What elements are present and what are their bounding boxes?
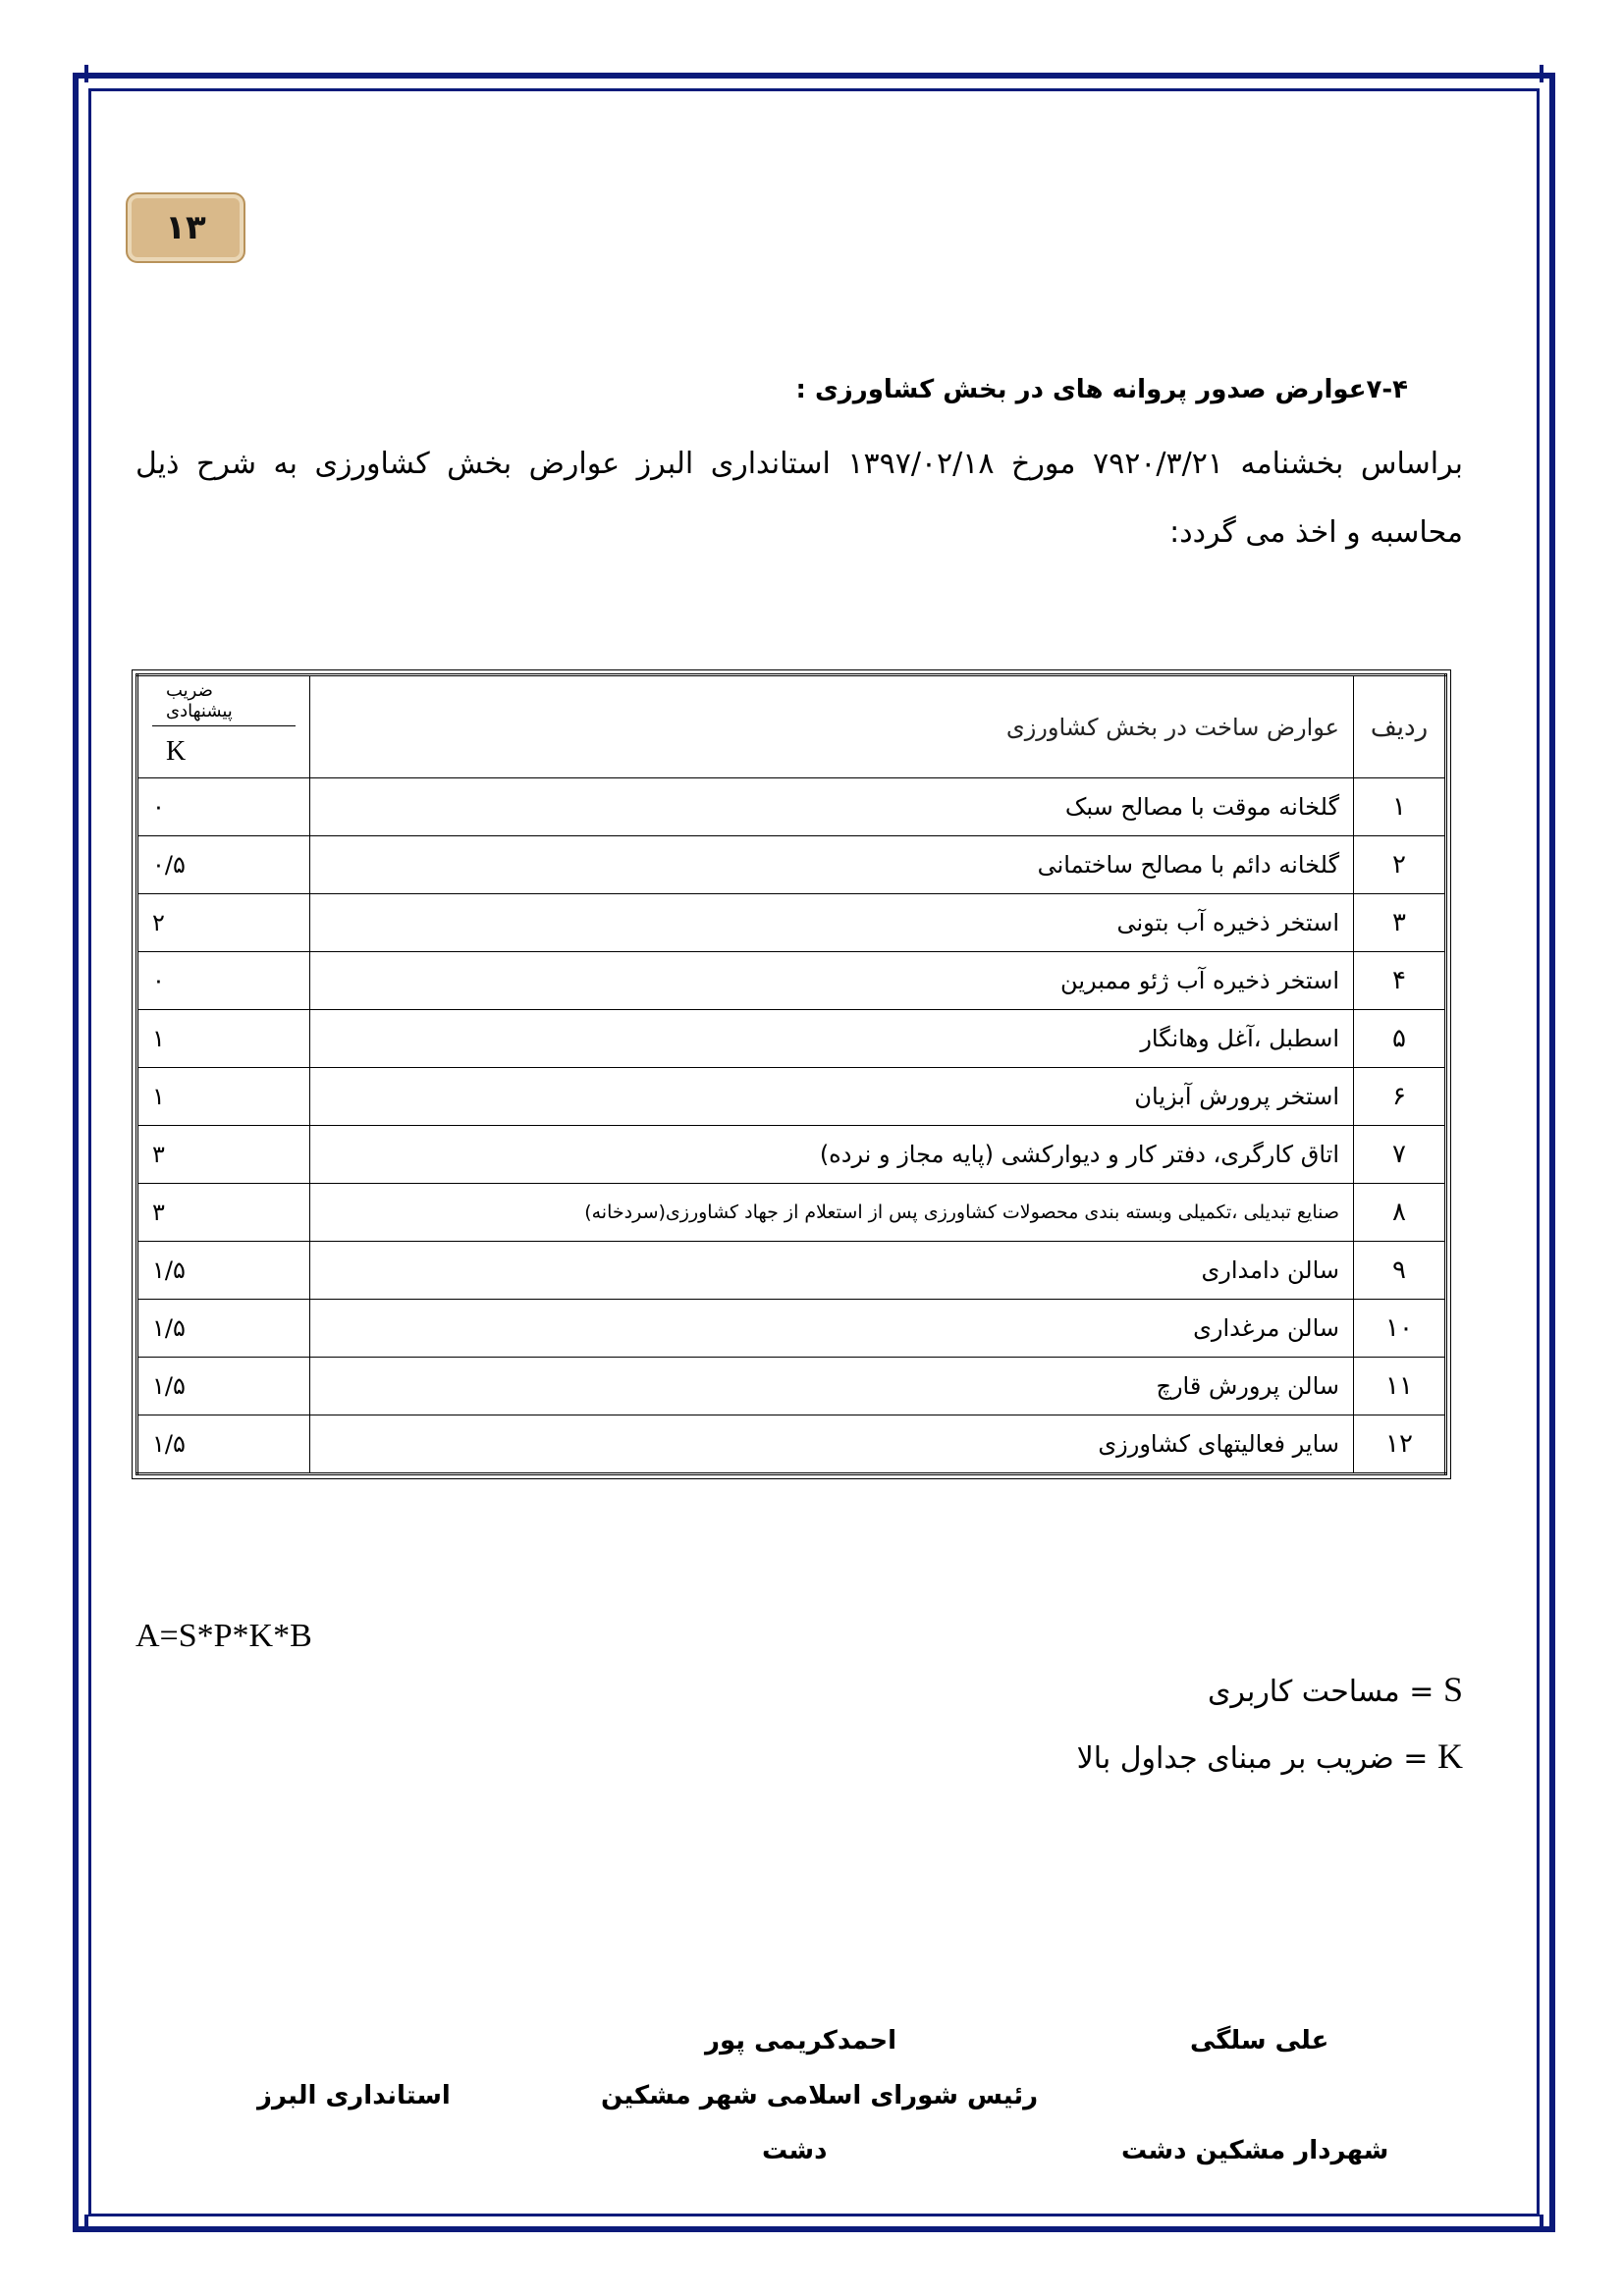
page-number-badge xyxy=(126,192,245,263)
table-row xyxy=(137,952,1446,1010)
coefficient-cell: ۱ xyxy=(137,1068,310,1126)
item-cell: اسطبل ،آغل وهانگار xyxy=(310,1010,1354,1068)
table-row xyxy=(137,1184,1446,1242)
row-number-cell: ۸ xyxy=(1354,1184,1446,1242)
item-cell: استخر پرورش آبزیان xyxy=(310,1068,1354,1126)
legend-s-text: = مساحت کاربری xyxy=(1207,1675,1435,1709)
coefficient-cell: ۳ xyxy=(137,1184,310,1242)
coefficient-cell: ۱/۵ xyxy=(137,1300,310,1358)
coefficient-cell: ۱/۵ xyxy=(137,1242,310,1300)
row-number-cell: ۱ xyxy=(1354,778,1446,836)
legend-s-symbol: S xyxy=(1442,1670,1463,1709)
table-row xyxy=(137,1300,1446,1358)
formula: A=S*P*K*B xyxy=(135,1618,312,1654)
page-number: ۱۳ xyxy=(165,208,206,247)
coefficient-cell: ۰/۵ xyxy=(137,836,310,894)
legend-s xyxy=(1208,1669,1463,1710)
table-body xyxy=(137,778,1446,1474)
border-corner-mark xyxy=(84,65,88,82)
header-row-number: ردیف xyxy=(1354,675,1446,778)
item-cell: اتاق کارگری، دفتر کار و دیوارکشی (پایه مجاز و نرده) xyxy=(310,1126,1354,1184)
coefficient-cell: ۱/۵ xyxy=(137,1415,310,1474)
coefficient-cell: ۱ xyxy=(137,1010,310,1068)
border-corner-mark xyxy=(1540,2215,1543,2232)
row-number-cell: ۷ xyxy=(1354,1126,1446,1184)
row-number-cell: ۶ xyxy=(1354,1068,1446,1126)
table-row xyxy=(137,1068,1446,1126)
legend-k-symbol: K xyxy=(1437,1736,1463,1776)
border-corner-mark xyxy=(1540,65,1543,82)
item-cell: سالن مرغداری xyxy=(310,1300,1354,1358)
coefficient-cell: ۳ xyxy=(137,1126,310,1184)
item-cell: استخر ذخیره آب بتونی xyxy=(310,894,1354,952)
row-number-cell: ۱۰ xyxy=(1354,1300,1446,1358)
header-coefficient-label: ضریب پیشنهادی xyxy=(152,676,296,726)
signature-council-name: احمدکریمی پور xyxy=(705,2026,896,2056)
table-row xyxy=(137,1358,1446,1415)
signature-council-title: رئیس شورای اسلامی شهر مشکین xyxy=(601,2081,1039,2110)
row-number-cell: ۱۲ xyxy=(1354,1415,1446,1474)
intro-paragraph: براساس بخشنامه ۷۹۲۰/۳/۲۱ مورخ ۱۳۹۷/۰۲/۱۸ استانداری البرز عوارض بخش کشاورزی به شرح ذیل محاسبه و اخذ می گردد: xyxy=(135,447,1463,550)
table-row xyxy=(137,1126,1446,1184)
agricultural-fees-table xyxy=(135,673,1447,1475)
header-item: عوارض ساخت در بخش کشاورزی xyxy=(310,675,1354,778)
table-header-row xyxy=(137,675,1446,778)
row-number-cell: ۹ xyxy=(1354,1242,1446,1300)
header-coefficient-symbol: K xyxy=(166,736,187,767)
table-row xyxy=(137,1010,1446,1068)
item-cell: گلخانه موقت با مصالح سبک xyxy=(310,778,1354,836)
item-cell: گلخانه دائم با مصالح ساختمانی xyxy=(310,836,1354,894)
header-coefficient xyxy=(137,675,310,778)
item-cell: سالن پرورش قارچ xyxy=(310,1358,1354,1415)
item-cell: صنایع تبدیلی ،تکمیلی وبسته بندی محصولات کشاورزی پس از استعلام از جهاد کشاورزی(سردخانه) xyxy=(310,1184,1354,1242)
row-number-cell: ۴ xyxy=(1354,952,1446,1010)
border-corner-mark xyxy=(84,2215,88,2232)
table-row xyxy=(137,1242,1446,1300)
table-row xyxy=(137,894,1446,952)
coefficient-cell: ۰ xyxy=(137,952,310,1010)
signature-council-title-line2: دشت xyxy=(762,2136,828,2165)
legend-k-text: = ضریب بر مبنای جداول بالا xyxy=(1076,1741,1429,1776)
signature-mayor-title: شهردار مشکین دشت xyxy=(1121,2136,1389,2165)
item-cell: سالن دامداری xyxy=(310,1242,1354,1300)
coefficient-cell: ۱/۵ xyxy=(137,1358,310,1415)
row-number-cell: ۵ xyxy=(1354,1010,1446,1068)
item-cell: سایر فعالیتهای کشاورزی xyxy=(310,1415,1354,1474)
coefficient-cell: ۰ xyxy=(137,778,310,836)
table-row xyxy=(137,1415,1446,1474)
table-row xyxy=(137,836,1446,894)
row-number-cell: ۳ xyxy=(1354,894,1446,952)
coefficient-cell: ۲ xyxy=(137,894,310,952)
item-cell: استخر ذخیره آب ژئو ممبرین xyxy=(310,952,1354,1010)
signature-mayor-name: علی سلگی xyxy=(1190,2026,1329,2056)
legend-k xyxy=(1077,1735,1463,1777)
signature-governorate: استانداری البرز xyxy=(257,2081,451,2110)
table-row xyxy=(137,778,1446,836)
row-number-cell: ۲ xyxy=(1354,836,1446,894)
section-heading: ۷-۴عوارض صدور پروانه های در بخش کشاورزی : xyxy=(795,375,1408,404)
row-number-cell: ۱۱ xyxy=(1354,1358,1446,1415)
